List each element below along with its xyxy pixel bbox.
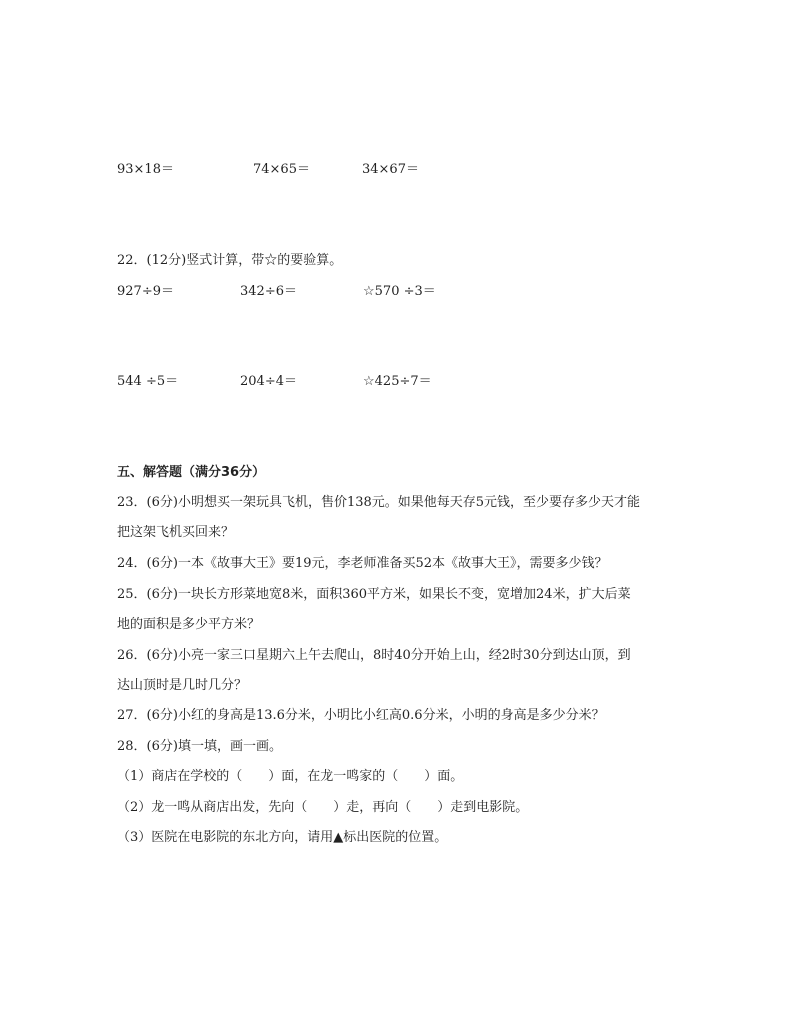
- calc-570-div-3: ☆570 ÷3＝: [363, 284, 436, 299]
- calc-425-div-7: ☆425÷7＝: [363, 374, 432, 389]
- question-25-line-1: 25．(6分)一块长方形菜地宽8米，面积360平方米，如果长不变，宽增加24米，扩大后菜: [117, 587, 631, 602]
- question-23-line-2: 把这架飞机买回来？: [117, 525, 235, 540]
- calc-204-div-4: 204÷4＝: [240, 374, 297, 389]
- calc-34x67: 34×67＝: [362, 162, 419, 177]
- calc-544-div-5: 544 ÷5＝: [117, 374, 179, 389]
- question-24-line-1: 24．(6分)一本《故事大王》要19元，李老师准备买52本《故事大王》，需要多少钱？: [117, 556, 608, 571]
- section-5-heading: 五、解答题（满分36分）: [117, 465, 266, 480]
- question-25-line-2: 地的面积是多少平方米？: [117, 617, 261, 632]
- question-23-line-1: 23．(6分)小明想买一架玩具飞机，售价138元。如果他每天存5元钱，至少要存多少天才能: [117, 495, 641, 510]
- calc-74x65: 74×65＝: [253, 162, 310, 177]
- question-27-line-1: 27．(6分)小红的身高是13.6分米，小明比小红高0.6分米，小明的身高是多少分米？: [117, 708, 605, 723]
- question-26-line-1: 26．(6分)小亮一家三口星期六上午去爬山，8时40分开始上山，经2时30分到达山顶，到: [117, 648, 631, 663]
- calc-93x18: 93×18＝: [117, 162, 174, 177]
- question-22-title: 22．(12分)竖式计算，带☆的要验算。: [117, 253, 343, 268]
- question-28-sub-2: （2）龙一鸣从商店出发，先向（ ）走，再向（ ）走到电影院。: [117, 800, 529, 815]
- question-28-sub-1: （1）商店在学校的（ ）面，在龙一鸣家的（ ）面。: [117, 769, 464, 784]
- calc-342-div-6: 342÷6＝: [240, 284, 297, 299]
- question-28-sub-3: （3）医院在电影院的东北方向，请用▲标出医院的位置。: [117, 830, 448, 845]
- question-26-line-2: 达山顶时是几时几分？: [117, 678, 248, 693]
- question-28-line-1: 28．(6分)填一填，画一画。: [117, 739, 282, 754]
- calc-927-div-9: 927÷9＝: [117, 284, 174, 299]
